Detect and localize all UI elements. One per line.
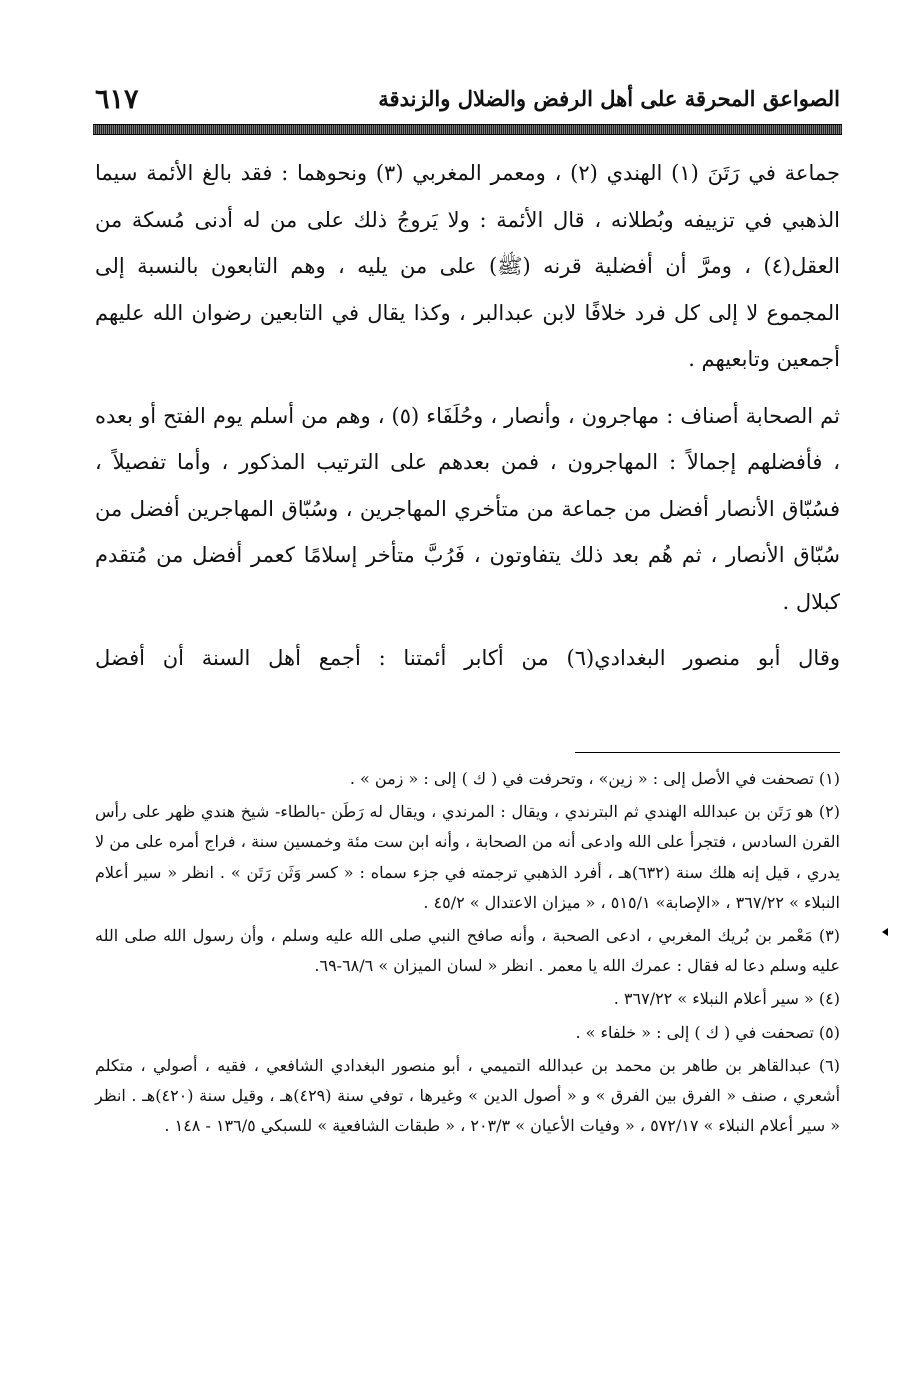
header-rule <box>93 124 842 135</box>
body-paragraph-3: وقال أبو منصور البغدادي(٦) من أكابر أئمتنا : أجمع أهل السنة أن أفضل <box>95 646 841 670</box>
footnotes <box>95 764 840 1144</box>
running-title: الصواعق المحرقة على أهل الرفض والضلال والزندقة <box>378 86 840 111</box>
page-header <box>95 84 840 124</box>
body-paragraph-2: ثم الصحابة أصناف : مهاجرون ، وأنصار ، وحُلَفَاء (٥) ، وهم من أسلم يوم الفتح أو بعده ، فأفضلهم إجمالاً : المهاجرون ، فمن بعدهم على الترتيب المذكور ، وأما تفصيلاً ، فسُبّاق الأنصار أفضل من جماعة من متأخري المهاجرين ، وسُبّاق المهاجرين أفضل من سُبّاق الأنصار ، ثم هُم بعد ذلك يتفاوتون ، فَرُبَّ متأخر إسلامًا كعمر أفضل من مُتقدم كبلال . <box>95 403 840 614</box>
footnote-2: (٢) هو رَتَن بن عبدالله الهندي ثم البترندي ، ويقال : المرندي ، ويقال له رَطَن -بالطاء- شيخ هندي ظهر على رأس القرن السادس ، فتجرأ على الله وادعى أنه من الصحابة ، وأنه ابن ست مئة وخمسين سنة ، فراج أمره على من لا يدري ، قيل إنه هلك سنة (٦٣٢)هـ ، أفرد الذهبي ترجمته في جزء سماه : « كسر وَثَن رَتَن » . انظر « سير أعلام النبلاء » ٣٦٧/٢٢ ، «الإصابة» ٥١٥/١ ، « ميزان الاعتدال » ٤٥/٢ . <box>95 802 840 912</box>
main-text <box>95 150 840 682</box>
footnote-4: (٤) « سير أعلام النبلاء » ٣٦٧/٢٢ . <box>613 989 840 1009</box>
footnote-separator <box>575 752 840 753</box>
margin-mark-icon <box>882 928 888 936</box>
footnote-5: (٥) تصحفت في ( ك ) إلى : « خلفاء » . <box>575 1022 840 1042</box>
body-paragraph-1: جماعة في رَتَنَ (١) الهندي (٢) ، ومعمر المغربي (٣) ونحوهما : فقد بالغ الأئمة سيما الذهبي في تزييفه وبُطلانه ، قال الأئمة : ولا يَروجُ ذلك على من له أدنى مُسكة من العقل(٤) ، ومرَّ أن أفضلية قرنه (ﷺ) على من يليه ، وهم التابعون بالنسبة إلى المجموع لا إلى كل فرد خلافًا لابن عبدالبر ، وكذا يقال في التابعين رضوان الله عليهم أجمعين وتابعيهم . <box>95 161 840 371</box>
footnote-3: (٣) مَعْمر بن بُريك المغربي ، ادعى الصحبة ، وأنه صافح النبي صلى الله عليه وسلم ، وأن رسول الله صلى الله عليه وسلم دعا له فقال : عمرك الله يا معمر . انظر « لسان الميزان » ٦٨/٦-٦٩. <box>95 926 840 976</box>
footnote-1: (١) تصحفت في الأصل إلى : « زين» ، وتحرفت في ( ك ) إلى : « زمن » . <box>349 769 840 788</box>
footnote-6: (٦) عبدالقاهر بن طاهر بن محمد بن عبدالله التميمي ، أبو منصور البغدادي الشافعي ، فقيه ، أصولي ، متكلم أشعري ، صنف « الفرق بين الفرق » و « أصول الدين » وغيرها ، توفي سنة (٤٢٩)هـ ، وقيل سنة (٤٢٠)هـ . انظر « سير أعلام النبلاء » ٥٧٢/١٧ ، « وفيات الأعيان » ٢٠٣/٣ ، « طبقات الشافعية » للسبكي ١٣٦/٥ - ١٤٨ . <box>95 1055 841 1136</box>
page-number: ٦١٧ <box>95 84 139 115</box>
